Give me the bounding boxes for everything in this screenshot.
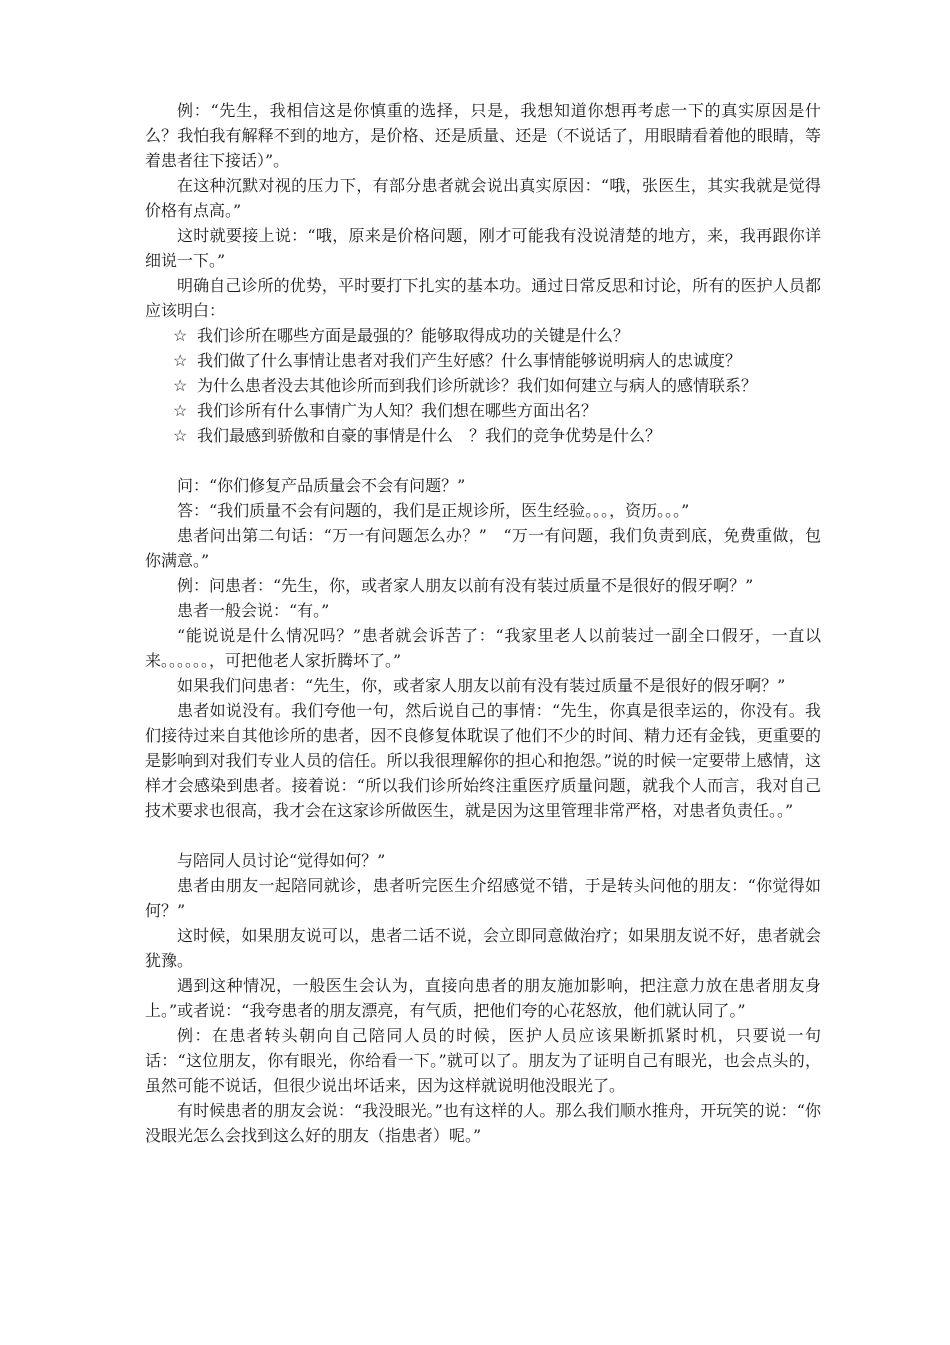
paragraph: 这时就要接上说：“哦，原来是价格问题，刚才可能我有没说清楚的地方，来，我再跟你详细说一下。” [145, 226, 821, 270]
paragraph: 在这种沉默对视的压力下，有部分患者就会说出真实原因：“哦，张医生，其实我就是觉得价格有点高。” [145, 176, 821, 220]
star-list [145, 323, 821, 448]
star-icon: ☆ [173, 426, 188, 445]
paragraph: 问：“你们修复产品质量会不会有问题？” [177, 476, 466, 495]
paragraph: 明确自己诊所的优势，平时要打下扎实的基本功。通过日常反思和讨论，所有的医护人员都应该明白： [145, 276, 821, 320]
star-list-item-text: 为什么患者没去其他诊所而到我们诊所就诊？我们如何建立与病人的感情联系？ [197, 376, 758, 395]
star-list-item [145, 423, 821, 448]
paragraph: 患者由朋友一起陪同就诊，患者听完医生介绍感觉不错，于是转头问他的朋友：“你觉得如何？” [145, 876, 821, 920]
paragraph: 例：问患者：“先生，你，或者家人朋友以前有没有装过质量不是很好的假牙啊？” [177, 576, 754, 595]
star-list-item-text: 我们诊所在哪些方面是最强的？能够取得成功的关键是什么？ [197, 326, 630, 345]
paragraph: 患者问出第二句话：“万一有问题怎么办？” “万一有问题，我们负责到底，免费重做，包你满意。” [145, 526, 821, 570]
star-list-item-text: 我们做了什么事情让患者对我们产生好感？什么事情能够说明病人的忠诚度？ [197, 351, 742, 370]
paragraph: 患者一般会说：“有。” [177, 601, 330, 620]
star-list-item-text: 我们诊所有什么事情广为人知？我们想在哪些方面出名？ [197, 401, 598, 420]
paragraph: 患者如说没有。我们夸他一句，然后说自己的事情：“先生，你真是很幸运的，你没有。我们接待过来自其他诊所的患者，因不良修复体耽误了他们不少的时间、精力还有金钱，更重要的是影响到对我们专业人员的信任。所以我很理解你的担心和抱怨。”说的时候一定要带上感情，这样才会感染到患者。接着说：“所以我们诊所始终注重医疗质量问题，就我个人而言，我对自己技术要求也很高，我才会在这家诊所做医生，就是因为这里管理非常严格，对患者负责任。。” [145, 701, 821, 820]
section-heading: 与陪同人员讨论“觉得如何？” [177, 851, 386, 870]
star-icon: ☆ [173, 351, 188, 370]
paragraph: 遇到这种情况，一般医生会认为，直接向患者的朋友施加影响，把注意力放在患者朋友身上。”或者说：“我夸患者的朋友漂亮，有气质，把他们夸的心花怒放，他们就认同了。” [145, 976, 821, 1020]
paragraph: 例：在患者转头朝向自己陪同人员的时候，医护人员应该果断抓紧时机，只要说一句话：“这位朋友，你有眼光，你给看一下。”就可以了。朋友为了证明自己有眼光，也会点头的，虽然可能不说话，但很少说出坏话来，因为这样就说明他没眼光了。 [145, 1026, 821, 1095]
paragraph: 答：“我们质量不会有问题的，我们是正规诊所，医生经验。。。，资历。。。” [177, 501, 690, 520]
star-list-item-text: 我们最感到骄傲和自豪的事情是什么 ？我们的竞争优势是什么？ [197, 426, 662, 445]
star-list-item [145, 323, 821, 348]
paragraph: 例：“先生，我相信这是你慎重的选择，只是，我想知道你想再考虑一下的真实原因是什么？我怕我有解释不到的地方，是价格、还是质量、还是（不说话了，用眼睛看着他的眼睛，等着患者往下接话）”。 [145, 101, 821, 170]
blank-line [145, 448, 821, 473]
paragraph: “能说说是什么情况吗？”患者就会诉苦了：“我家里老人以前装过一副全口假牙，一直以来。。。。。。，可把他老人家折腾坏了。” [145, 626, 821, 670]
star-icon: ☆ [173, 376, 188, 395]
star-list-item [145, 398, 821, 423]
star-icon: ☆ [173, 401, 188, 420]
paragraph: 如果我们问患者：“先生，你，或者家人朋友以前有没有装过质量不是很好的假牙啊？” [177, 676, 786, 695]
document-body [145, 98, 821, 1148]
paragraph: 这时候，如果朋友说可以，患者二话不说，会立即同意做治疗；如果朋友说不好，患者就会犹豫。 [145, 926, 821, 970]
star-icon: ☆ [173, 326, 188, 345]
paragraph: 有时候患者的朋友会说：“我没眼光。”也有这样的人。那么我们顺水推舟，开玩笑的说：“你没眼光怎么会找到这么好的朋友（指患者）呢。” [145, 1101, 821, 1145]
blank-line [145, 823, 821, 848]
star-list-item [145, 348, 821, 373]
star-list-item [145, 373, 821, 398]
